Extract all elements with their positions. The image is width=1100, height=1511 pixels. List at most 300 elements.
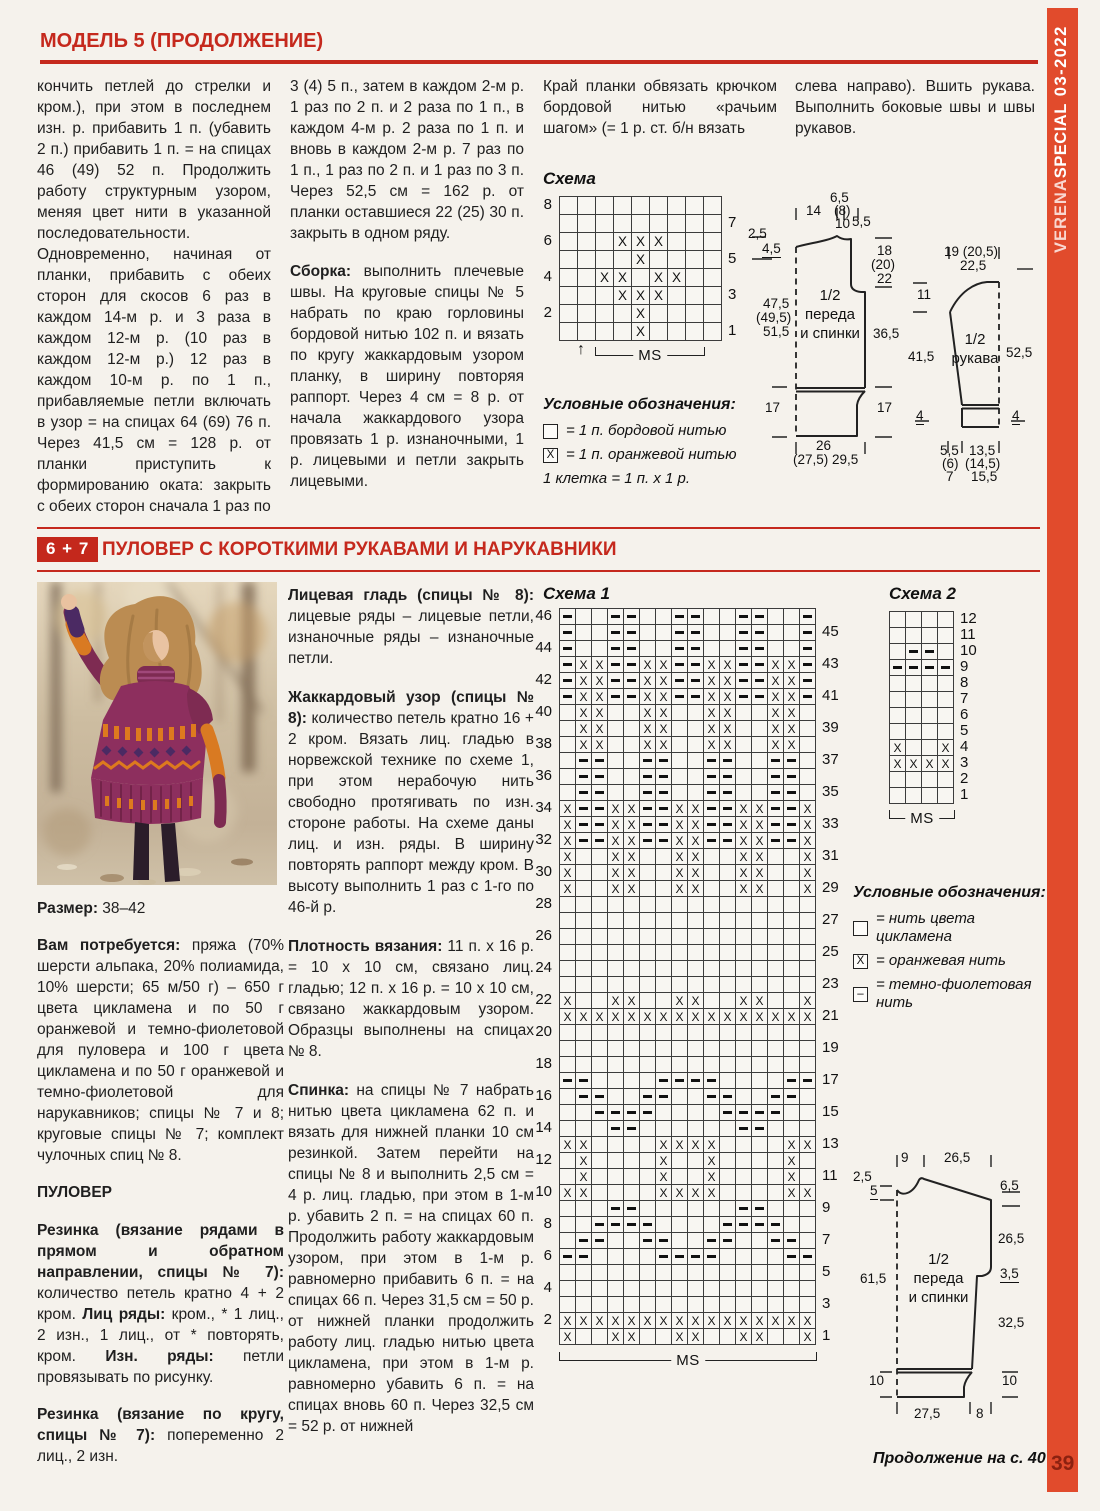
measurement: 22 (877, 271, 893, 286)
chart-cell (800, 657, 816, 673)
chart-cell (784, 1089, 800, 1105)
chart-cell (592, 769, 608, 785)
chart-cell (784, 609, 800, 625)
chart-cell: X (640, 721, 656, 737)
chart-cell (736, 1265, 752, 1281)
chart-cell: X (720, 737, 736, 753)
chart-cell (768, 1281, 784, 1297)
chart-cell (736, 641, 752, 657)
chart-cell (592, 865, 608, 881)
chart-cell (752, 689, 768, 705)
chart-cell (800, 897, 816, 913)
chart-cell (560, 1089, 576, 1105)
chart-cell: X (624, 1329, 640, 1345)
chart-cell (640, 1025, 656, 1041)
chart-cell (906, 740, 922, 756)
chart-cell (800, 673, 816, 689)
chart-cell (592, 1217, 608, 1233)
chart-cell: X (592, 721, 608, 737)
chart-cell (578, 269, 596, 287)
chart-cell (608, 1233, 624, 1249)
chart-cell (560, 609, 576, 625)
chart-cell (592, 1281, 608, 1297)
chart-cell (640, 801, 656, 817)
chart-cell: X (800, 801, 816, 817)
chart-cell (704, 1297, 720, 1313)
chart-cell (560, 251, 578, 269)
chart-cell (720, 1281, 736, 1297)
chart-cell (890, 724, 906, 740)
chart-cell (608, 705, 624, 721)
chart-cell (704, 269, 722, 287)
chart-cell (752, 769, 768, 785)
measurement: (49,5) (756, 310, 792, 325)
chart-cell (608, 1169, 624, 1185)
row-number: 34 (535, 799, 552, 816)
chart-cell (752, 1185, 768, 1201)
chart-cell (890, 772, 906, 788)
chart-cell: X (752, 1009, 768, 1025)
chart-cell (560, 197, 578, 215)
chart-cell: X (592, 705, 608, 721)
row-number: 30 (535, 863, 552, 880)
chart-cell: X (736, 1009, 752, 1025)
chart-cell (672, 913, 688, 929)
chart-cell (592, 1121, 608, 1137)
chart-cell (800, 1025, 816, 1041)
chart-cell (656, 625, 672, 641)
paragraph: кончить петлей до стрелки и кром.), при этом в последнем изн. р. прибавить 1 п. (убавить 2 п.) прибавить 1 п. = на спицах 46 (49) 52 п. Продолжить работу структурным узором, меняя цвет нити в указанной последовательности. Одновременно, начиная от планки, прибавить с обеих сторон для скосов 6 раз в каждом 14-м р. и 3 раза в каждом 12-м р. (10 раз в каждом 12-м р.) 12 раз в каждом 10-м р. по 1 п., прибавляемые петли включать в узор = на спицах 64 (69) 76 п. Через 41,5 см = 128 р. от планки приступить к формированию оката: закрыть с обеих сторон сначала 1 раз по (37, 78, 271, 515)
row-number: 7 (822, 1231, 831, 1248)
chart-cell: X (592, 673, 608, 689)
chart-cell (704, 849, 720, 865)
chart1-title: Схема 1 (543, 584, 610, 603)
chart-cell (592, 881, 608, 897)
chart-cell: X (560, 833, 576, 849)
chart-cell (656, 609, 672, 625)
measurement: 27,5 (914, 1406, 941, 1421)
chart-cell (576, 753, 592, 769)
size-line: Размер: 38–42 (37, 900, 146, 917)
chart-cell: X (784, 657, 800, 673)
chart-cell (624, 1121, 640, 1137)
chart-cell (592, 1329, 608, 1345)
chart-cell: X (560, 1137, 576, 1153)
chart-cell: X (890, 740, 906, 756)
chart-cell: X (768, 1009, 784, 1025)
chart-cell (688, 1249, 704, 1265)
paragraph: слева направо). Вшить рукава. Выполнить боковые швы и швы рукавов. (795, 78, 1035, 137)
chart-cell (672, 1041, 688, 1057)
chart-cell (592, 849, 608, 865)
chart-cell (736, 1233, 752, 1249)
chart-cell: X (576, 737, 592, 753)
chart-cell (576, 945, 592, 961)
knitting-chart-1 (535, 607, 839, 1345)
model-number-badge: 6 + 7 (37, 537, 98, 562)
chart-cell (640, 881, 656, 897)
chart-cell: X (768, 1313, 784, 1329)
chart-cell (576, 977, 592, 993)
measurement: (6) (942, 456, 959, 471)
chart-cell: X (784, 673, 800, 689)
chart-cell: X (784, 1153, 800, 1169)
measurement: 32,5 (998, 1315, 1025, 1330)
measurement: 2,5 (853, 1169, 872, 1184)
measurement: 4,5 (762, 241, 781, 256)
chart-cell (576, 641, 592, 657)
measurement: (8) (834, 203, 851, 218)
chart-cell (736, 1137, 752, 1153)
chart-cell: X (624, 817, 640, 833)
chart-cell (784, 785, 800, 801)
section2-rule-bottom (37, 570, 1040, 572)
chart-cell (704, 609, 720, 625)
chart-cell (768, 1265, 784, 1281)
row-number: 35 (822, 783, 839, 800)
chart-cell: X (720, 1313, 736, 1329)
chart-cell (736, 609, 752, 625)
chart-cell: X (672, 849, 688, 865)
chart-cell (720, 849, 736, 865)
x-square-icon: X (543, 448, 558, 463)
chart-cell (686, 305, 704, 323)
chart-cell (720, 1057, 736, 1073)
chart-cell: X (672, 993, 688, 1009)
chart-cell (640, 849, 656, 865)
row-number: 8 (543, 196, 552, 213)
row-number: 32 (535, 831, 552, 848)
chart-cell (624, 1297, 640, 1313)
chart-cell (672, 673, 688, 689)
chart-cell (560, 233, 578, 251)
chart-cell: X (784, 737, 800, 753)
chart-cell (592, 1057, 608, 1073)
chart-cell (576, 609, 592, 625)
chart-cell (672, 769, 688, 785)
chart-cell (720, 1249, 736, 1265)
chart-cell (624, 929, 640, 945)
row-number: 31 (822, 847, 839, 864)
chart-cell: X (656, 1313, 672, 1329)
chart-cell (688, 785, 704, 801)
chart-cell (704, 769, 720, 785)
chart-cell (704, 1201, 720, 1217)
chart-cell (736, 1281, 752, 1297)
row-number: 44 (535, 639, 552, 656)
chart-cell (688, 641, 704, 657)
chart-cell (624, 689, 640, 705)
brand-name: VERENA (1052, 178, 1070, 253)
chart-cell (800, 1281, 816, 1297)
chart-cell (576, 1329, 592, 1345)
chart-cell (922, 692, 938, 708)
row-number: 7 (728, 214, 737, 231)
chart-cell (752, 961, 768, 977)
chart-cell: X (704, 673, 720, 689)
chart-cell (608, 721, 624, 737)
chart-cell (576, 833, 592, 849)
chart-cell (596, 287, 614, 305)
chart-cell (720, 1201, 736, 1217)
chart-cell (640, 1105, 656, 1121)
chart-cell (656, 1265, 672, 1281)
chart-cell (890, 612, 906, 628)
chart-cell (720, 801, 736, 817)
chart-cell (906, 628, 922, 644)
chart-cell: X (688, 817, 704, 833)
chart-cell (768, 1121, 784, 1137)
chart-cell (938, 788, 954, 804)
chart-cell: X (640, 705, 656, 721)
chart-cell (640, 1153, 656, 1169)
chart-cell (624, 1217, 640, 1233)
chart-cell (890, 708, 906, 724)
legend-item (853, 952, 1053, 970)
row-number: 43 (822, 655, 839, 672)
chart-cell (576, 769, 592, 785)
chart-cell: X (576, 673, 592, 689)
chart-cell (624, 753, 640, 769)
chart-title: Схема (543, 169, 596, 188)
row-number: 8 (543, 1215, 552, 1232)
chart-cell (752, 1073, 768, 1089)
chart-cell (800, 929, 816, 945)
chart-cell: X (768, 721, 784, 737)
chart-cell: X (656, 1009, 672, 1025)
chart-cell (736, 1121, 752, 1137)
chart-cell (704, 1121, 720, 1137)
chart-cell (890, 692, 906, 708)
measurement: 15,5 (971, 469, 998, 484)
chart-cell (720, 833, 736, 849)
chart-cell (560, 1281, 576, 1297)
chart-cell: X (640, 1313, 656, 1329)
chart-cell (736, 1057, 752, 1073)
row-number: 25 (822, 943, 839, 960)
chart-cell: X (608, 833, 624, 849)
chart-cell: X (800, 849, 816, 865)
chart-cell (608, 769, 624, 785)
chart-cell (672, 929, 688, 945)
chart-cell: X (624, 801, 640, 817)
chart-cell (640, 1249, 656, 1265)
chart-cell (592, 785, 608, 801)
row-number: 18 (535, 1055, 552, 1072)
materials-paragraph: Вам потребуется: пряжа (70% шерсти альпака, 20% полиамида, 10% шерсти; 65 м/50 г) – 650 г цвета цикламена и по 50 г оранжевой и темно-фиолетовой для пуловера и 100 г цвета цикламена и по 50 г оранжевой и темно-фиолетовой для нарукавников; спицы № 7 и 8; круговые спицы № 7; комплект чулочных спиц № 8. (37, 937, 284, 1164)
chart-cell (768, 913, 784, 929)
chart-cell (608, 1025, 624, 1041)
chart-cell (800, 1041, 816, 1057)
chart-cell: X (736, 849, 752, 865)
chart-cell (608, 1249, 624, 1265)
chart-cell (672, 1025, 688, 1041)
chart-cell (922, 612, 938, 628)
chart-cell (784, 1057, 800, 1073)
row-number: 40 (535, 703, 552, 720)
row-number: 41 (822, 687, 839, 704)
rapport-bracket-2 (889, 810, 955, 827)
chart-cell (560, 1073, 576, 1089)
chart-cell (560, 689, 576, 705)
chart-cell: X (784, 1313, 800, 1329)
chart-cell (640, 1297, 656, 1313)
chart-cell (922, 772, 938, 788)
chart-cell (650, 305, 668, 323)
chart-cell (704, 993, 720, 1009)
chart-cell (640, 1265, 656, 1281)
chart-cell: X (938, 756, 954, 772)
measurement: 5,5 (940, 443, 959, 458)
chart-cell: X (656, 705, 672, 721)
chart-cell (576, 1249, 592, 1265)
chart-cell: X (672, 801, 688, 817)
chart-cell (596, 323, 614, 341)
chart-cell (576, 881, 592, 897)
chart-cell (736, 929, 752, 945)
chart-cell (668, 323, 686, 341)
row-number: 2 (960, 770, 969, 787)
chart-cell (596, 197, 614, 215)
chart-cell (704, 1041, 720, 1057)
chart-cell (736, 913, 752, 929)
chart-cell (752, 929, 768, 945)
chart-cell (672, 1169, 688, 1185)
chart-cell: X (672, 817, 688, 833)
chart-cell (768, 961, 784, 977)
chart-cell (640, 1281, 656, 1297)
chart-cell (784, 833, 800, 849)
chart-cell: X (656, 1169, 672, 1185)
chart-cell (752, 1201, 768, 1217)
measurement: (27,5) 29,5 (793, 452, 859, 467)
chart-cell (720, 1041, 736, 1057)
chart-cell: X (752, 1329, 768, 1345)
chart-cell (800, 1057, 816, 1073)
chart-cell (656, 945, 672, 961)
chart-cell (560, 897, 576, 913)
chart-cell: X (784, 1137, 800, 1153)
chart-cell: X (704, 705, 720, 721)
chart-cell (938, 644, 954, 660)
chart-cell (768, 945, 784, 961)
chart-cell (576, 1297, 592, 1313)
chart-cell (614, 323, 632, 341)
dash-square-icon: – (853, 987, 868, 1002)
legend-item-label: = оранжевая нить (876, 952, 1006, 969)
chart-cell (720, 1329, 736, 1345)
chart-cell: X (656, 657, 672, 673)
chart-cell: X (576, 721, 592, 737)
chart-cell (578, 251, 596, 269)
stockinette-paragraph: Лицевая гладь (спицы № 8): лицевые ряды – лицевые петли, изнаночные ряды – изнаночные петли. (288, 587, 534, 667)
chart-cell (576, 1089, 592, 1105)
chart-cell: X (656, 1153, 672, 1169)
chart-cell (686, 215, 704, 233)
chart-cell: X (720, 1009, 736, 1025)
chart-cell (578, 215, 596, 233)
chart-cell (624, 721, 640, 737)
chart-cell (608, 657, 624, 673)
chart-cell (704, 897, 720, 913)
chart-cell (720, 993, 736, 1009)
s1-column-4 (795, 76, 1035, 156)
chart-cell (624, 945, 640, 961)
chart-cell (784, 1025, 800, 1041)
chart-cell (656, 929, 672, 945)
chart-cell (720, 913, 736, 929)
chart-cell: X (656, 1137, 672, 1153)
chart-cell (656, 1089, 672, 1105)
chart-cell: X (768, 657, 784, 673)
paragraph: Сборка: выполнить плечевые швы. На круговые спицы № 5 набрать по краю горловины бордовой нитью 102 п. и вязать по кругу жаккардовым узором планку, в ширину повторяя раппорт. Через 4 см = 8 р. от начала жаккардового узора провязать 1 р. изнаночными, 1 р. лицевыми и петли закрыть лицевыми. (290, 263, 524, 490)
chart-cell (576, 1233, 592, 1249)
chart-cell (686, 233, 704, 251)
chart-cell (890, 628, 906, 644)
chart-cell (768, 881, 784, 897)
chart-cell (736, 945, 752, 961)
chart-cell (672, 753, 688, 769)
chart-cell (668, 197, 686, 215)
chart-cell (578, 197, 596, 215)
chart-cell (752, 1137, 768, 1153)
measurement: 26,5 (944, 1150, 971, 1165)
chart-cell (608, 945, 624, 961)
measurement: 61,5 (860, 1271, 887, 1286)
chart-cell (704, 945, 720, 961)
chart-cell: X (784, 705, 800, 721)
chart-cell: X (752, 993, 768, 1009)
chart-cell (608, 1265, 624, 1281)
chart-cell (752, 977, 768, 993)
chart-cell (800, 1105, 816, 1121)
chart-cell (624, 1153, 640, 1169)
chart-cell: X (768, 689, 784, 705)
chart-cell (688, 721, 704, 737)
chart-cell (752, 753, 768, 769)
chart-cell (906, 788, 922, 804)
chart-cell: X (672, 1185, 688, 1201)
chart-cell (656, 833, 672, 849)
chart-cell: X (736, 993, 752, 1009)
chart-cell (768, 753, 784, 769)
chart-cell (704, 1233, 720, 1249)
chart-cell (624, 1025, 640, 1041)
chart-cell (668, 305, 686, 323)
chart-cell (688, 769, 704, 785)
chart-cell (784, 1201, 800, 1217)
chart-cell (560, 1105, 576, 1121)
chart-cell: X (688, 1313, 704, 1329)
chart-cell (736, 673, 752, 689)
chart-cell (640, 1169, 656, 1185)
chart-cell (576, 929, 592, 945)
chart-cell (592, 1025, 608, 1041)
row-number: 4 (960, 738, 969, 755)
row-number: 12 (960, 610, 977, 627)
chart-cell (720, 929, 736, 945)
chart-cell (784, 945, 800, 961)
chart-cell (704, 1073, 720, 1089)
run-in-heading: Сборка: (290, 263, 352, 280)
chart-cell (576, 1121, 592, 1137)
schematic-caption: 1/2 переда и спинки (800, 287, 860, 342)
chart-cell (640, 1137, 656, 1153)
chart-cell (576, 1217, 592, 1233)
chart-cell (640, 753, 656, 769)
chart-cell (656, 897, 672, 913)
chart-cell: X (596, 269, 614, 287)
